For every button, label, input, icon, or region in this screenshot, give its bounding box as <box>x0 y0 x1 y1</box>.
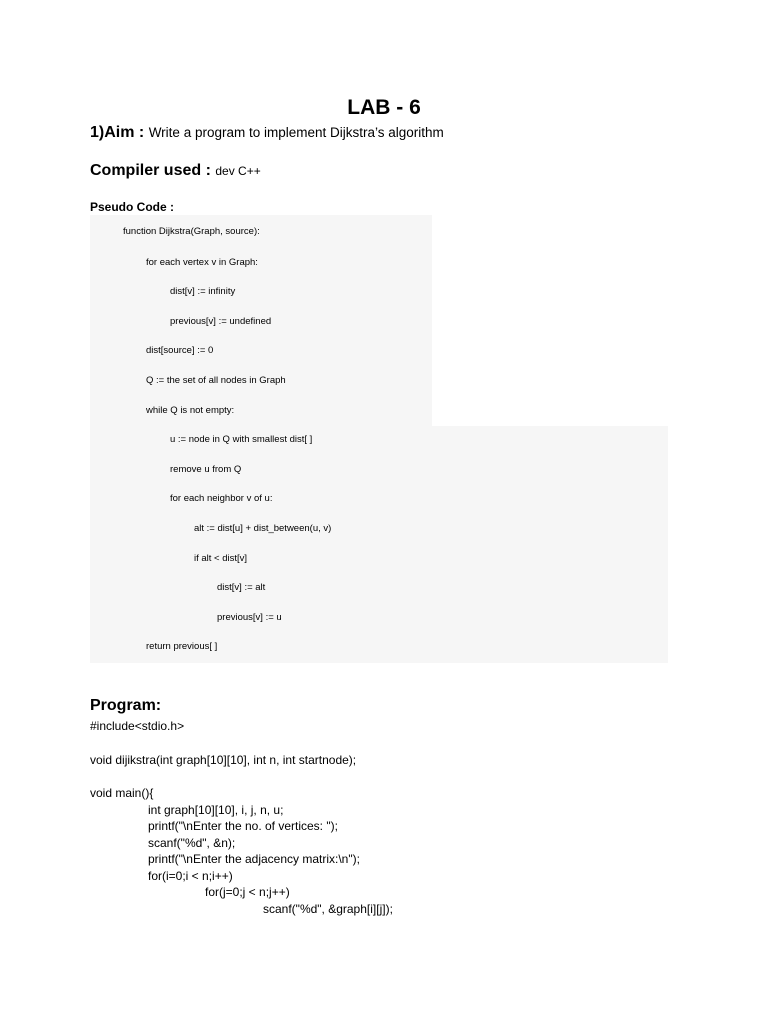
compiler-text: dev C++ <box>215 164 261 178</box>
pseudo-code-line: Q := the set of all nodes in Graph <box>146 375 286 386</box>
pseudo-code-line: previous[v] := undefined <box>170 316 272 327</box>
pseudo-code-line: remove u from Q <box>170 464 242 475</box>
pseudo-code-line: return previous[ ] <box>146 641 218 652</box>
program-line: scanf("%d", &n); <box>148 836 236 850</box>
program-line: for(j=0;j < n;j++) <box>205 885 290 899</box>
pseudo-code-line: dist[v] := infinity <box>170 286 236 297</box>
pseudo-code-line: dist[v] := alt <box>217 582 266 593</box>
pseudo-code-heading: Pseudo Code : <box>90 200 175 214</box>
page-title: LAB - 6 <box>347 96 421 119</box>
pseudo-code-line: previous[v] := u <box>217 612 282 623</box>
program-line: int graph[10][10], i, j, n, u; <box>148 803 284 817</box>
program-line: #include<stdio.h> <box>90 719 185 733</box>
pseudo-code-line: dist[source] := 0 <box>146 345 214 356</box>
compiler-label: Compiler used : <box>90 162 211 179</box>
program-line: for(i=0;i < n;i++) <box>148 869 233 883</box>
program-line: printf("\nEnter the adjacency matrix:\n"); <box>148 852 360 866</box>
pseudo-code-line: for each vertex v in Graph: <box>146 257 258 268</box>
program-line: void dijikstra(int graph[10][10], int n, int startnode); <box>90 753 357 767</box>
aim-label: 1)Aim : <box>90 124 145 141</box>
pseudo-code-line: function Dijkstra(Graph, source): <box>123 226 260 237</box>
program-line: scanf("%d", &graph[i][j]); <box>263 902 393 916</box>
pseudo-code-line: while Q is not empty: <box>146 405 235 416</box>
program-heading: Program: <box>90 697 162 714</box>
program-line: void main(){ <box>90 786 154 800</box>
pseudo-code-line: if alt < dist[v] <box>194 553 248 564</box>
pseudo-code-block-bottom <box>90 426 668 663</box>
aim-section <box>90 124 444 142</box>
pseudo-code-line: u := node in Q with smallest dist[ ] <box>170 434 313 445</box>
pseudo-code-line: alt := dist[u] + dist_between(u, v) <box>194 523 332 534</box>
compiler-section <box>90 162 261 180</box>
aim-text: Write a program to implement Dijkstra’s algorithm <box>148 125 444 140</box>
pseudo-code-line: for each neighbor v of u: <box>170 493 273 504</box>
program-line: printf("\nEnter the no. of vertices: "); <box>148 819 338 833</box>
